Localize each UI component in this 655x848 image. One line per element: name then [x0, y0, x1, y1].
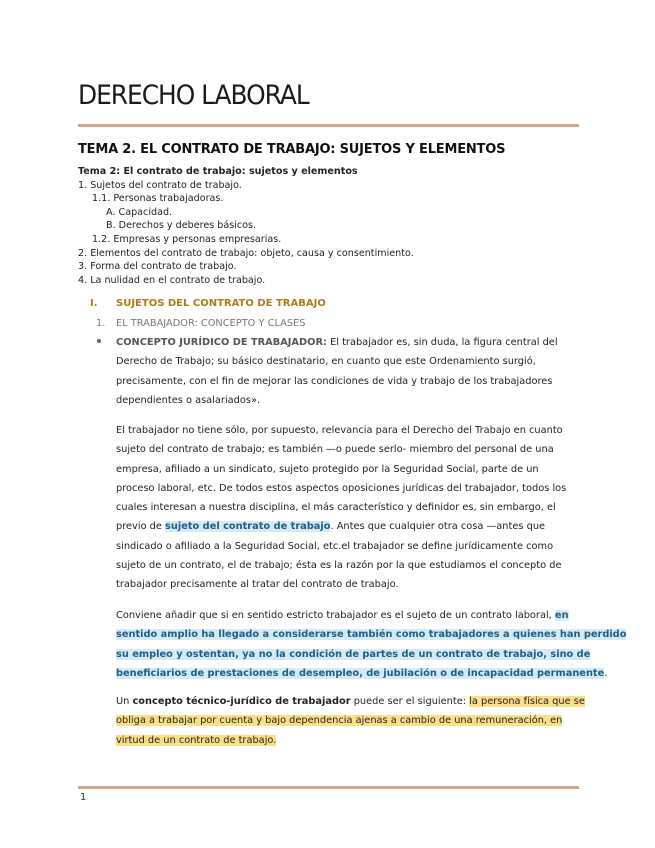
text-line: empresa, afiliado a un sindicato, sujeto protegido por la Seguridad Social, parte de un [116, 463, 539, 475]
paragraph-relevance [116, 421, 580, 595]
highlight-blue: beneficiarios de prestaciones de desempleo, de jubilación o de incapacidad permanente [116, 667, 605, 679]
toc-item: 1.2. Empresas y personas empresarias. [92, 233, 282, 245]
topic-heading: TEMA 2. EL CONTRATO DE TRABAJO: SUJETOS Y ELEMENTOS [78, 142, 506, 157]
text-span: . [604, 667, 608, 679]
text-line: cuales interesan a nuestra disciplina, el más característico y definidor es, sin embargo, el [116, 502, 556, 514]
text-line: sindicado o afiliado a la Seguridad Social, etc.el trabajador se define jurídicamente como [116, 540, 554, 552]
table-of-contents [78, 165, 414, 287]
section-number: I. [90, 298, 98, 309]
toc-heading: Tema 2: El contrato de trabajo: sujetos y elementos [78, 166, 358, 177]
highlight-yellow: obliga a trabajar por cuenta y bajo dependencia ajenas a cambio de una remuneración, en [116, 715, 563, 727]
highlight-blue: su empleo y ostentan, ya no la condición de partes de un contrato de trabajo, sino de [116, 648, 591, 660]
highlight-yellow: la persona física que se [469, 696, 585, 707]
text-line: precisamente, con el fin de mejorar las condiciones de vida y trabajo de los trabajadores [116, 375, 553, 387]
text-line: proceso laboral, etc. De todos estos aspectos oposiciones jurídicas del trabajador, todos los [116, 482, 567, 494]
text-span: . Antes que cualquier otra cosa —antes que [330, 521, 546, 533]
footer-divider [78, 786, 579, 789]
toc-item: 1. Sujetos del contrato de trabajo. [78, 179, 242, 191]
toc-item: 2. Elementos del contrato de trabajo: objeto, causa y consentimiento. [78, 247, 414, 259]
highlight-blue: sujeto del contrato de trabajo [165, 521, 331, 533]
text-span: puede ser el siguiente: [350, 696, 470, 707]
toc-item: 3. Forma del contrato de trabajo. [78, 261, 237, 273]
text-line: sujeto de un contrato, el de trabajo; ésta es la razón por la que estudiamos el concepto de [116, 560, 562, 572]
paragraph-definition [116, 692, 585, 750]
bullet-icon [97, 339, 101, 343]
subsection-label: EL TRABAJADOR: CONCEPTO Y CLASES [116, 318, 306, 329]
subsection-number: 1. [96, 318, 106, 329]
concept-lead: CONCEPTO JURÍDICO DE TRABAJADOR: [116, 337, 327, 348]
text-line: El trabajador es, sin duda, la figura central del [326, 337, 558, 348]
section-heading-1 [90, 298, 326, 309]
text-span: Conviene añadir que si en sentido estricto trabajador es el sujeto de un contrato laboral, [116, 610, 555, 621]
bold-term: concepto técnico-jurídico de trabajador [132, 696, 351, 707]
paragraph-broad-sense [116, 606, 627, 683]
title-divider [78, 124, 579, 127]
toc-item: 1.1. Personas trabajadoras. [92, 193, 224, 205]
toc-item: 4. La nulidad en el contrato de trabajo. [78, 274, 266, 286]
text-span: Un [116, 696, 133, 707]
subsection-heading [96, 318, 305, 329]
text-line: Derecho de Trabajo; su básico destinatario, en cuanto que este Ordenamiento surgió, [116, 356, 536, 368]
text-line: El trabajador no tiene sólo, por supuesto, relevancia para el Derecho del Trabajo en cuanto [116, 425, 563, 436]
text-line: sujeto del contrato de trabajo; es también —o puede serlo- miembro del personal de una [116, 444, 554, 456]
toc-item: B. Derechos y deberes básicos. [106, 220, 257, 232]
text-span: previo de [116, 521, 166, 533]
text-line: trabajador precisamente al tratar del contrato de trabajo. [116, 579, 399, 591]
paragraph-concept [116, 333, 580, 410]
text-line: dependientes o asalariados». [116, 394, 261, 406]
section-label: SUJETOS DEL CONTRATO DE TRABAJO [116, 298, 326, 309]
toc-item: A. Capacidad. [106, 206, 173, 218]
highlight-blue: sentido amplio ha llegado a considerarse también como trabajadores a quienes han perdido [116, 629, 627, 641]
highlight-blue: en [554, 610, 569, 621]
page-number: 1 [80, 792, 87, 803]
document-title: DERECHO LABORAL [78, 80, 309, 111]
highlight-yellow: virtud de un contrato de trabajo. [116, 734, 277, 746]
